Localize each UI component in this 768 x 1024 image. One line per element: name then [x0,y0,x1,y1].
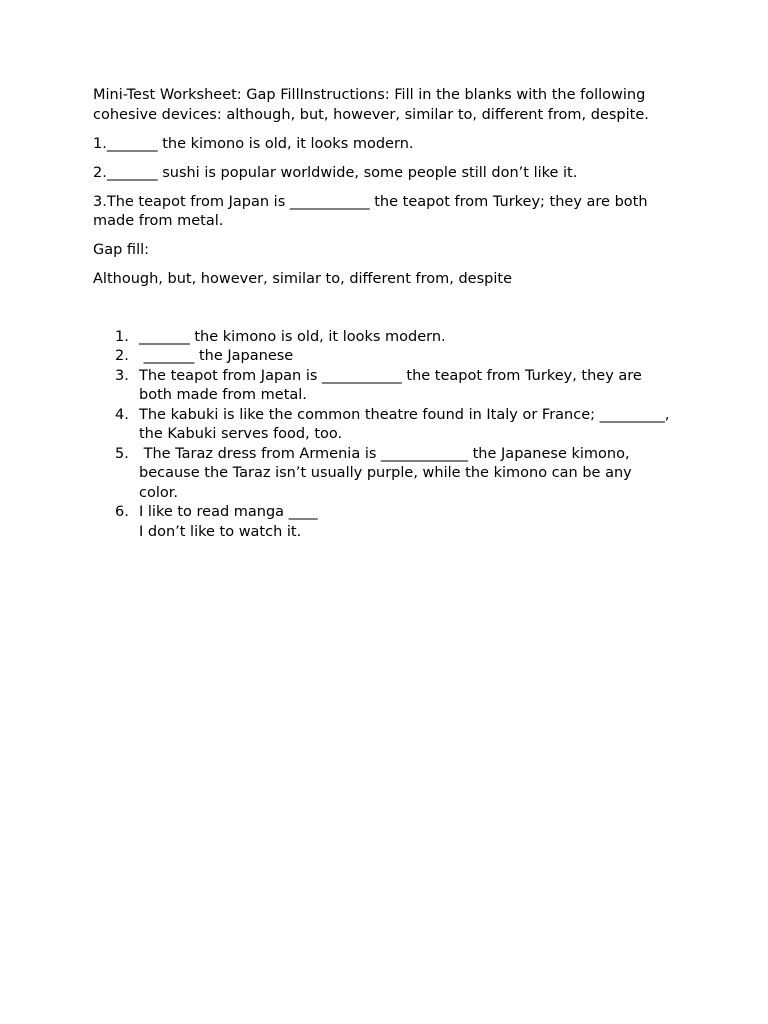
list-item-text: The teapot from Japan is ___________ the teapot from Turkey, they are both made from metal. [139,367,642,403]
list-item [93,503,673,542]
question-3: 3.The teapot from Japan is ___________ the teapot from Turkey; they are both made from metal. [93,193,648,229]
list-item-text: _______ the kimono is old, it looks modern. [139,328,446,345]
list-item [93,445,673,504]
list-item [93,406,673,445]
list-number: 6. [115,504,129,520]
list-item [93,347,673,367]
list-item-text: The Taraz dress from Armenia is ____________ the Japanese kimono, because the Taraz isn’t usually purple, while the kimono can be any color. [139,445,637,501]
list-item-text: I don’t like to watch it. [139,523,302,540]
list-item [93,328,673,348]
list-number: 3. [115,367,129,384]
list-number: 1. [115,328,129,345]
list-number: 5. [115,445,129,462]
gap-fill-list [93,328,673,543]
list-item-text: I like to read manga ____ [139,504,318,520]
list-number: 4. [115,406,129,423]
worksheet-page [93,86,673,542]
list-item [93,367,673,406]
question-1: 1._______ the kimono is old, it looks modern. [93,135,414,152]
word-bank: Although, but, however, similar to, different from, despite [93,271,512,287]
worksheet-heading: Mini-Test Worksheet: Gap FillInstructions: Fill in the blanks with the following cohesive devices: although, but, however, similar to, different from, despite. [93,87,649,123]
question-2: 2._______ sushi is popular worldwide, some people still don’t like it. [93,164,578,181]
list-number: 2. [115,348,129,364]
list-item-text: The kabuki is like the common theatre found in Italy or France; _________, the Kabuki serves food, too. [139,406,670,442]
gap-fill-label: Gap fill: [93,242,150,258]
list-item-text: _______ the Japanese [139,348,294,364]
